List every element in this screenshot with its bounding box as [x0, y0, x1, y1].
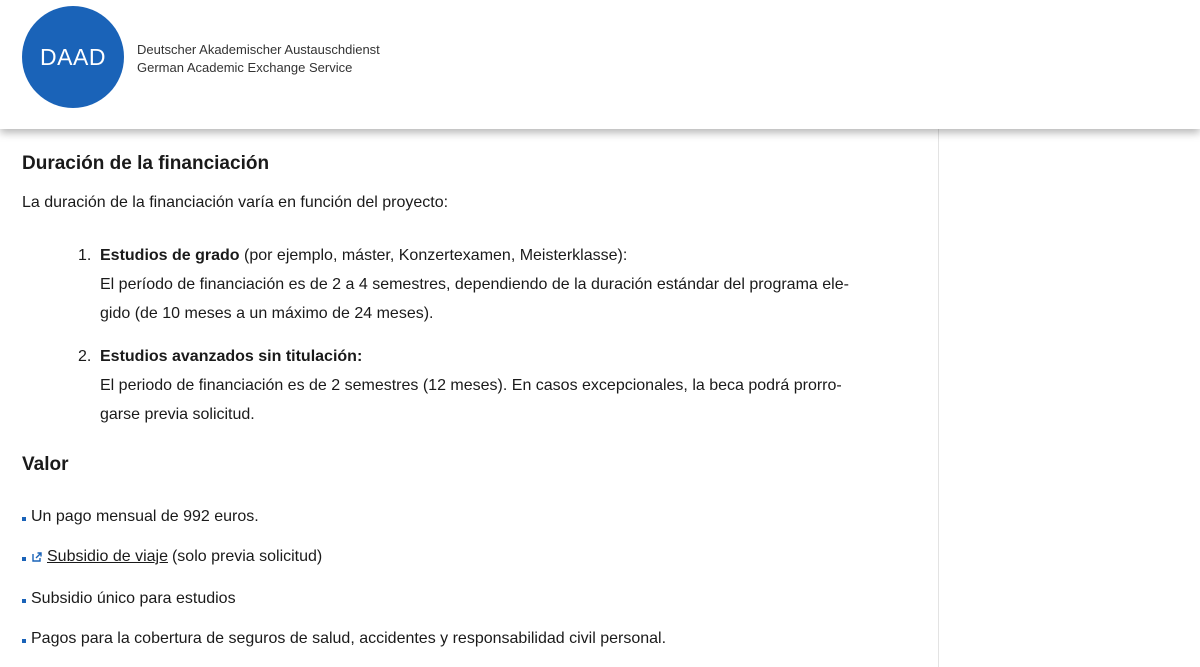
list-item: [78, 342, 918, 429]
bullet-square-icon: [22, 639, 26, 643]
list-item: [78, 241, 918, 328]
external-link-icon: [31, 551, 43, 563]
list-item-number: 2.: [78, 348, 92, 365]
travel-subsidy-link[interactable]: Subsidio de viaje: [47, 548, 168, 565]
list-item-heading: Estudios de grado: [100, 247, 240, 264]
bullet-item: [22, 590, 236, 608]
funding-duration-heading: Duración de la financiación: [22, 153, 270, 174]
list-item-heading-suffix: (por ejemplo, máster, Konzertexamen, Meisterklasse):: [239, 247, 628, 264]
bullet-square-icon: [22, 599, 26, 603]
list-item-number: 1.: [78, 247, 92, 264]
list-item-text-line: El período de financiación es de 2 a 4 semestres, dependiendo de la duración estándar del programa ele-: [100, 276, 849, 293]
bullet-text: (solo previa solicitud): [171, 548, 323, 565]
org-name-english: German Academic Exchange Service: [137, 60, 353, 75]
bullet-item: [22, 630, 666, 648]
bullet-text: Pagos para la cobertura de seguros de salud, accidentes y responsabilidad civil personal.: [31, 630, 667, 647]
logo-text: DAAD: [40, 43, 106, 70]
org-name-german: Deutscher Akademischer Austauschdienst: [137, 42, 380, 57]
list-item-text-line: El periodo de financiación es de 2 semestres (12 meses). En casos excepcionales, la beca podrá prorro-: [100, 377, 842, 394]
bullet-text: Un pago mensual de 992 euros.: [31, 508, 259, 525]
bullet-item: [22, 548, 322, 566]
site-header: [0, 0, 1200, 129]
bullet-square-icon: [22, 517, 26, 521]
organization-name: [137, 41, 380, 77]
bullet-text: Subsidio único para estudios: [31, 590, 236, 607]
value-heading: Valor: [22, 454, 69, 475]
funding-duration-intro: La duración de la financiación varía en función del proyecto:: [22, 194, 449, 211]
list-item-text-line: gido (de 10 meses a un máximo de 24 meses).: [100, 305, 434, 322]
daad-logo[interactable]: [22, 6, 124, 108]
main-content: [0, 129, 938, 667]
bullet-item: [22, 508, 259, 526]
list-item-text-line: garse previa solicitud.: [100, 406, 255, 423]
bullet-square-icon: [22, 557, 26, 561]
sidebar: [939, 129, 1200, 667]
list-item-heading: Estudios avanzados sin titulación:: [100, 348, 363, 365]
